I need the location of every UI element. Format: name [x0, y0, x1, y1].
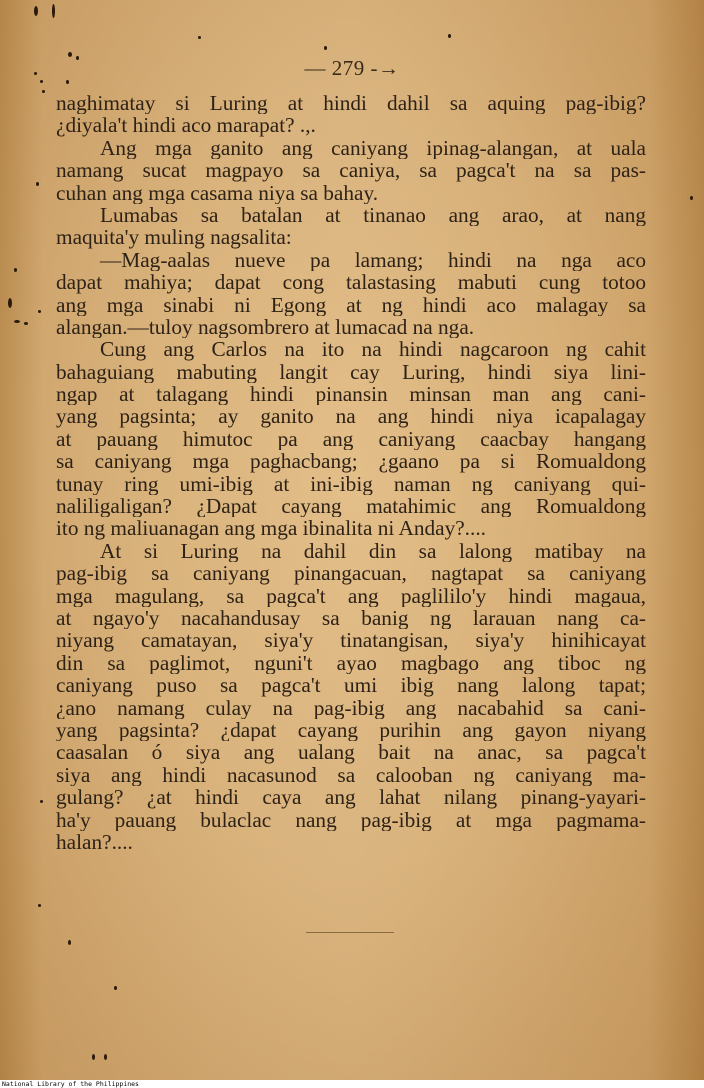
text-line: siya ang hindi nacasunod sa calooban ng caniyang ma-	[56, 763, 646, 787]
ink-speck	[8, 298, 12, 308]
text-line: naghimatay si Luring at hindi dahil sa aquing pag-ibig?	[56, 92, 646, 115]
text-line: at ngayo'y nacahandusay sa banig ng larauan nang ca-	[56, 606, 646, 630]
text-line: tunay ring umi-ibig at ini-ibig naman ng caniyang qui-	[56, 472, 646, 496]
text-line: cuhan ang mga casama niya sa bahay.	[56, 181, 379, 204]
ink-speck	[114, 986, 117, 990]
text-line: ¿ano namang culay na pag-ibig ang nacabahid sa cani-	[56, 696, 646, 719]
ink-speck	[36, 182, 39, 186]
text-line: Cung ang Carlos na ito na hindi nagcaroon ng cahit	[100, 338, 646, 361]
ink-speck	[14, 268, 17, 272]
text-line: At si Luring na dahil din sa lalong matibay na	[100, 539, 646, 563]
ink-speck	[690, 196, 693, 200]
ink-speck	[42, 90, 45, 93]
text-line: bahaguiang mabuting langit cay Luring, hindi siya lini-	[56, 360, 646, 384]
ink-speck	[68, 940, 71, 945]
ink-speck	[14, 320, 20, 323]
text-line: dapat mahiya; dapat cong talastasing mabuti cung totoo	[56, 271, 646, 294]
text-line: gulang? ¿at hindi caya ang lahat nilang pinang-yayari-	[56, 786, 646, 809]
text-line: ¿diyala't hindi aco marapat? .,.	[56, 114, 316, 137]
text-line: niyang camatayan, siya'y tinatangisan, siya'y hinihicayat	[56, 629, 646, 652]
text-line: —Mag-aalas nueve pa lamang; hindi na nga aco	[100, 248, 646, 272]
text-line: Lumabas sa batalan at tinanao ang arao, at nang	[100, 203, 646, 227]
page-number: — 279 -→	[304, 56, 400, 80]
text-line: yang pagsinta? ¿dapat cayang purihin ang gayon niyang	[56, 718, 646, 742]
text-line: ang mga sinabi ni Egong at ng hindi aco malagay sa	[56, 293, 646, 316]
text-line: maquita'y muling nagsalita:	[56, 226, 292, 249]
text-line: naliligaligan? ¿Dapat cayang matahimic ang Romualdong	[56, 495, 646, 518]
ink-speck	[198, 36, 201, 39]
ink-speck	[92, 1054, 95, 1060]
text-line: caniyang puso sa pagca't umi ibig nang lalong tapat;	[56, 674, 646, 697]
text-line: mga magulang, sa pagca't ang paglililo'y hindi magaua,	[56, 584, 646, 607]
ink-speck	[24, 322, 28, 325]
ink-speck	[38, 904, 41, 907]
text-line: pag-ibig sa caniyang pinangacuan, nagtapat sa caniyang	[56, 562, 646, 585]
ink-speck	[38, 310, 41, 313]
ink-speck	[448, 34, 451, 38]
text-line: ito ng maliuanagan ang mga ibinalita ni Anday?....	[56, 517, 486, 540]
footer-credit: National Library of the Philippines	[2, 1080, 139, 1088]
text-line: halan?....	[56, 830, 133, 854]
footer-strip	[0, 1080, 704, 1088]
ink-speck	[324, 46, 327, 50]
text-line: namang sucat magpayo sa caniya, sa pagca't na sa pas-	[56, 159, 646, 182]
ink-speck	[104, 1054, 107, 1060]
text-line: din sa paglimot, nguni't ayao magbago ang tiboc ng	[56, 651, 646, 675]
text-line: Ang mga ganito ang caniyang ipinag-alangan, at uala	[100, 136, 646, 160]
section-divider	[306, 932, 394, 933]
ink-speck	[34, 6, 38, 16]
ink-speck	[40, 800, 43, 803]
text-line: at pauang himutoc pa ang caniyang caacbay hangang	[56, 427, 646, 451]
text-line: caasalan ó siya ang ualang bait na anac, sa pagca't	[56, 741, 646, 764]
text-line: ngap at talagang hindi pinansin minsan man ang cani-	[56, 383, 646, 406]
body-text	[56, 92, 646, 853]
text-line: ha'y pauang bulaclac nang pag-ibig at mga pagmama-	[56, 808, 646, 831]
ink-speck	[52, 4, 55, 18]
text-line: sa caniyang mga paghacbang; ¿gaano pa si Romualdong	[56, 450, 646, 473]
text-line: yang pagsinta; ay ganito na ang hindi niya icapalagay	[56, 405, 646, 428]
text-line: alangan.—tuloy nagsombrero at lumacad na nga.	[56, 315, 475, 339]
